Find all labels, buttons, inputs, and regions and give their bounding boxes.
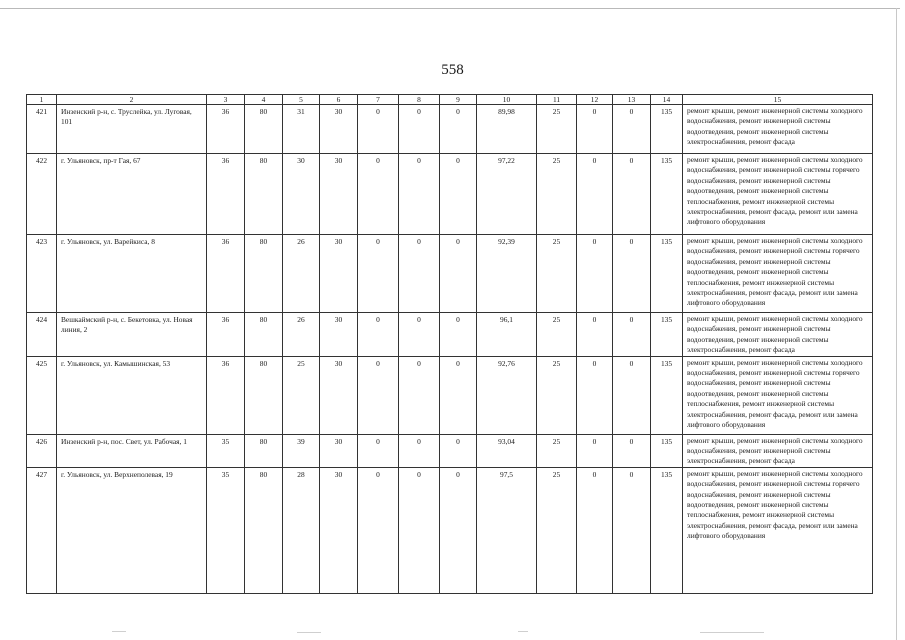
col-11-value: 25 (537, 467, 577, 593)
col-12-value: 0 (577, 313, 613, 357)
col-13-value: 0 (613, 434, 651, 467)
col-11-value: 25 (537, 356, 577, 434)
col-3-value: 36 (207, 105, 245, 154)
col-7-value: 0 (358, 467, 399, 593)
repair-works: ремонт крыши, ремонт инженерной системы холодного водоснабжения, ремонт инженерной системы водоотведения, ремонт инженерной системы электроснабжения, ремонт фасада (683, 105, 873, 154)
col-7-value: 0 (358, 235, 399, 313)
col-10-value: 97,22 (477, 154, 537, 235)
col-10-value: 93,04 (477, 434, 537, 467)
scan-border-right (896, 8, 897, 640)
col-13-value: 0 (613, 105, 651, 154)
col-4-value: 80 (245, 434, 283, 467)
col-6-value: 30 (320, 434, 358, 467)
table-row (27, 313, 873, 357)
col-4-value: 80 (245, 313, 283, 357)
col-4-value: 80 (245, 356, 283, 434)
col-3-value: 36 (207, 356, 245, 434)
col-14-value: 135 (651, 467, 683, 593)
col-6-value: 30 (320, 467, 358, 593)
repair-works: ремонт крыши, ремонт инженерной системы холодного водоснабжения, ремонт инженерной системы горячего водоснабжения, ремонт инженерной системы водоотведения, ремонт инженерной системы теплоснабжения, ремонт инженерной системы электроснабжения, ремонт фасада, ремонт или замена лифтового оборудования (683, 154, 873, 235)
row-number: 422 (27, 154, 57, 235)
table-row (27, 467, 873, 593)
col-6-value: 30 (320, 356, 358, 434)
repair-program-table (26, 94, 873, 594)
col-6-value: 30 (320, 154, 358, 235)
col-7-value: 0 (358, 434, 399, 467)
col-10-value: 89,98 (477, 105, 537, 154)
row-number: 421 (27, 105, 57, 154)
col-9-value: 0 (440, 235, 477, 313)
table-row (27, 356, 873, 434)
col-13-value: 0 (613, 313, 651, 357)
col-11-value: 25 (537, 313, 577, 357)
col-8-value: 0 (399, 154, 440, 235)
col-9-value: 0 (440, 154, 477, 235)
col-12-value: 0 (577, 467, 613, 593)
header-row (27, 95, 873, 105)
col-12-value: 0 (577, 235, 613, 313)
col-9-value: 0 (440, 434, 477, 467)
col-6-value: 30 (320, 105, 358, 154)
col-8-value: 0 (399, 356, 440, 434)
col-8-value: 0 (399, 313, 440, 357)
column-header: 7 (358, 95, 399, 105)
col-10-value: 96,1 (477, 313, 537, 357)
col-5-value: 39 (283, 434, 320, 467)
row-number: 425 (27, 356, 57, 434)
col-10-value: 92,39 (477, 235, 537, 313)
col-11-value: 25 (537, 434, 577, 467)
column-header: 4 (245, 95, 283, 105)
col-4-value: 80 (245, 154, 283, 235)
column-header: 3 (207, 95, 245, 105)
column-header: 13 (613, 95, 651, 105)
col-13-value: 0 (613, 356, 651, 434)
scan-border-top (0, 8, 900, 9)
table-row (27, 154, 873, 235)
table-row (27, 235, 873, 313)
col-12-value: 0 (577, 356, 613, 434)
address: Инзенский р-н, пос. Свет, ул. Рабочая, 1 (57, 434, 207, 467)
col-5-value: 25 (283, 356, 320, 434)
col-5-value: 28 (283, 467, 320, 593)
col-7-value: 0 (358, 105, 399, 154)
col-9-value: 0 (440, 105, 477, 154)
col-4-value: 80 (245, 467, 283, 593)
column-header: 15 (683, 95, 873, 105)
col-5-value: 26 (283, 235, 320, 313)
col-6-value: 30 (320, 235, 358, 313)
address: г. Ульяновск, ул. Камышинская, 53 (57, 356, 207, 434)
address: г. Ульяновск, ул. Варейкиса, 8 (57, 235, 207, 313)
row-number: 427 (27, 467, 57, 593)
repair-works: ремонт крыши, ремонт инженерной системы холодного водоснабжения, ремонт инженерной системы горячего водоснабжения, ремонт инженерной системы водоотведения, ремонт инженерной системы теплоснабжения, ремонт инженерной системы электроснабжения, ремонт фасада, ремонт или замена лифтового оборудования (683, 467, 873, 593)
col-13-value: 0 (613, 235, 651, 313)
col-5-value: 31 (283, 105, 320, 154)
scan-speck (518, 631, 528, 632)
column-header: 2 (57, 95, 207, 105)
col-7-value: 0 (358, 154, 399, 235)
col-5-value: 30 (283, 154, 320, 235)
col-10-value: 92,76 (477, 356, 537, 434)
col-11-value: 25 (537, 105, 577, 154)
scan-speck (297, 632, 321, 633)
col-8-value: 0 (399, 105, 440, 154)
col-8-value: 0 (399, 434, 440, 467)
column-header: 1 (27, 95, 57, 105)
col-8-value: 0 (399, 235, 440, 313)
col-14-value: 135 (651, 154, 683, 235)
page-number: 558 (441, 62, 464, 78)
table-row (27, 434, 873, 467)
col-3-value: 35 (207, 434, 245, 467)
row-number: 423 (27, 235, 57, 313)
scan-speck (112, 631, 126, 632)
column-header: 10 (477, 95, 537, 105)
address: Вешкаймский р-н, с. Бекетовка, ул. Новая линия, 2 (57, 313, 207, 357)
column-header: 6 (320, 95, 358, 105)
column-header: 8 (399, 95, 440, 105)
col-14-value: 135 (651, 235, 683, 313)
column-header: 5 (283, 95, 320, 105)
repair-works: ремонт крыши, ремонт инженерной системы холодного водоснабжения, ремонт инженерной системы водоотведения, ремонт инженерной системы электроснабжения, ремонт фасада (683, 313, 873, 357)
col-5-value: 26 (283, 313, 320, 357)
column-header: 9 (440, 95, 477, 105)
col-3-value: 36 (207, 235, 245, 313)
repair-works: ремонт крыши, ремонт инженерной системы холодного водоснабжения, ремонт инженерной системы горячего водоснабжения, ремонт инженерной системы водоотведения, ремонт инженерной системы теплоснабжения, ремонт инженерной системы электроснабжения, ремонт фасада, ремонт или замена лифтового оборудования (683, 356, 873, 434)
col-4-value: 80 (245, 235, 283, 313)
column-header: 12 (577, 95, 613, 105)
col-11-value: 25 (537, 235, 577, 313)
row-number: 426 (27, 434, 57, 467)
col-3-value: 35 (207, 467, 245, 593)
col-9-value: 0 (440, 467, 477, 593)
col-7-value: 0 (358, 356, 399, 434)
repair-works: ремонт крыши, ремонт инженерной системы холодного водоснабжения, ремонт инженерной системы электроснабжения, ремонт фасада (683, 434, 873, 467)
col-3-value: 36 (207, 313, 245, 357)
col-4-value: 80 (245, 105, 283, 154)
column-header: 11 (537, 95, 577, 105)
col-9-value: 0 (440, 356, 477, 434)
col-6-value: 30 (320, 313, 358, 357)
col-8-value: 0 (399, 467, 440, 593)
col-14-value: 135 (651, 105, 683, 154)
col-14-value: 135 (651, 356, 683, 434)
col-13-value: 0 (613, 154, 651, 235)
col-12-value: 0 (577, 105, 613, 154)
row-number: 424 (27, 313, 57, 357)
col-7-value: 0 (358, 313, 399, 357)
column-header: 14 (651, 95, 683, 105)
col-11-value: 25 (537, 154, 577, 235)
table-row (27, 105, 873, 154)
col-3-value: 36 (207, 154, 245, 235)
address: Инзенский р-н, с. Труслейка, ул. Луговая, 101 (57, 105, 207, 154)
scan-speck (700, 632, 764, 633)
col-13-value: 0 (613, 467, 651, 593)
col-14-value: 135 (651, 434, 683, 467)
col-12-value: 0 (577, 154, 613, 235)
col-9-value: 0 (440, 313, 477, 357)
col-10-value: 97,5 (477, 467, 537, 593)
address: г. Ульяновск, пр-т Гая, 67 (57, 154, 207, 235)
address: г. Ульяновск, ул. Верхнеполевая, 19 (57, 467, 207, 593)
repair-works: ремонт крыши, ремонт инженерной системы холодного водоснабжения, ремонт инженерной системы горячего водоснабжения, ремонт инженерной системы водоотведения, ремонт инженерной системы теплоснабжения, ремонт инженерной системы электроснабжения, ремонт фасада, ремонт или замена лифтового оборудования (683, 235, 873, 313)
col-12-value: 0 (577, 434, 613, 467)
col-14-value: 135 (651, 313, 683, 357)
